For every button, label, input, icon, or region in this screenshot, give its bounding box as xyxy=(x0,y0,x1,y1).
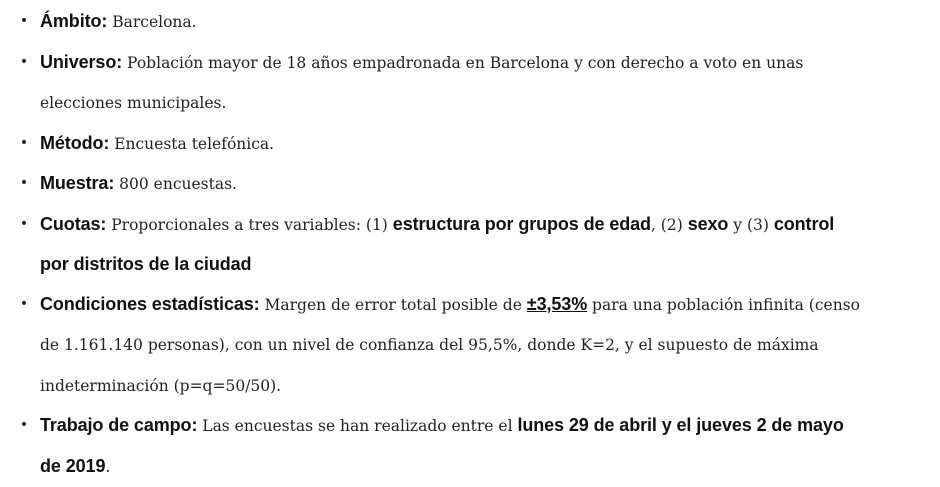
list-item-text xyxy=(40,295,860,395)
bold-text: control xyxy=(773,213,835,234)
body-text: Proporcionales a tres variables: (1) xyxy=(106,215,393,234)
bold-text: Universo: xyxy=(40,51,123,72)
bold-text: Muestra: xyxy=(40,173,115,193)
body-text: Margen de error total posible de xyxy=(259,295,527,314)
bold-text: estructura por grupos de edad xyxy=(392,213,651,234)
bullet-icon: • xyxy=(19,417,29,433)
bold-text: ±3,53% xyxy=(526,293,588,314)
list-item-text xyxy=(40,53,803,113)
list-item-trabajo-campo xyxy=(18,406,920,487)
bold-text: lunes 29 de abril y el jueves 2 de mayo xyxy=(517,415,844,435)
bold-text: Condiciones estadísticas: xyxy=(40,293,260,314)
list-item-text xyxy=(40,12,197,31)
list-item-text xyxy=(40,215,834,275)
bold-text: Trabajo de campo: xyxy=(40,415,198,435)
bold-text: sexo xyxy=(687,213,729,234)
list-item-muestra xyxy=(18,164,920,205)
body-text: Encuesta telefónica. xyxy=(109,134,275,153)
bullet-icon: • xyxy=(19,295,29,312)
bold-text: por distritos de la ciudad xyxy=(40,254,252,274)
body-text: y (3) xyxy=(728,215,774,234)
body-text: elecciones municipales. xyxy=(40,94,227,112)
bullet-list xyxy=(18,2,920,487)
bullet-icon: • xyxy=(19,53,29,70)
list-item-ambito xyxy=(18,2,920,43)
body-text: de 1.161.140 personas), con un nivel de confianza del 95,5%, donde K=2, y el supuesto de máxima xyxy=(40,336,819,354)
list-item-cuotas xyxy=(18,205,920,285)
list-item-text xyxy=(40,174,237,193)
bullet-icon: • xyxy=(19,13,29,29)
bullet-icon: • xyxy=(19,215,29,232)
list-item-text xyxy=(40,134,274,153)
body-text: 800 encuestas. xyxy=(114,175,237,193)
body-text: Barcelona. xyxy=(107,13,197,31)
bold-text: Cuotas: xyxy=(40,213,107,234)
bold-text: Método: xyxy=(40,132,110,153)
body-text: Las encuestas se han realizado entre el xyxy=(197,417,518,435)
body-text: Población mayor de 18 años empadronada en Barcelona y con derecho a voto en unas xyxy=(122,53,804,72)
list-item-metodo xyxy=(18,124,920,165)
bold-text: Ámbito: xyxy=(40,11,108,31)
body-text: para una población infinita (censo xyxy=(587,295,860,314)
bullet-icon: • xyxy=(19,134,29,151)
body-text: . xyxy=(105,457,111,476)
bold-text: de 2019 xyxy=(40,455,106,476)
list-item-text xyxy=(40,416,844,476)
body-text: , (2) xyxy=(650,215,688,234)
body-text: indeterminación (p=q=50/50). xyxy=(40,376,282,395)
list-item-universo xyxy=(18,43,920,124)
bullet-icon: • xyxy=(19,175,29,191)
list-item-condiciones xyxy=(18,285,920,407)
